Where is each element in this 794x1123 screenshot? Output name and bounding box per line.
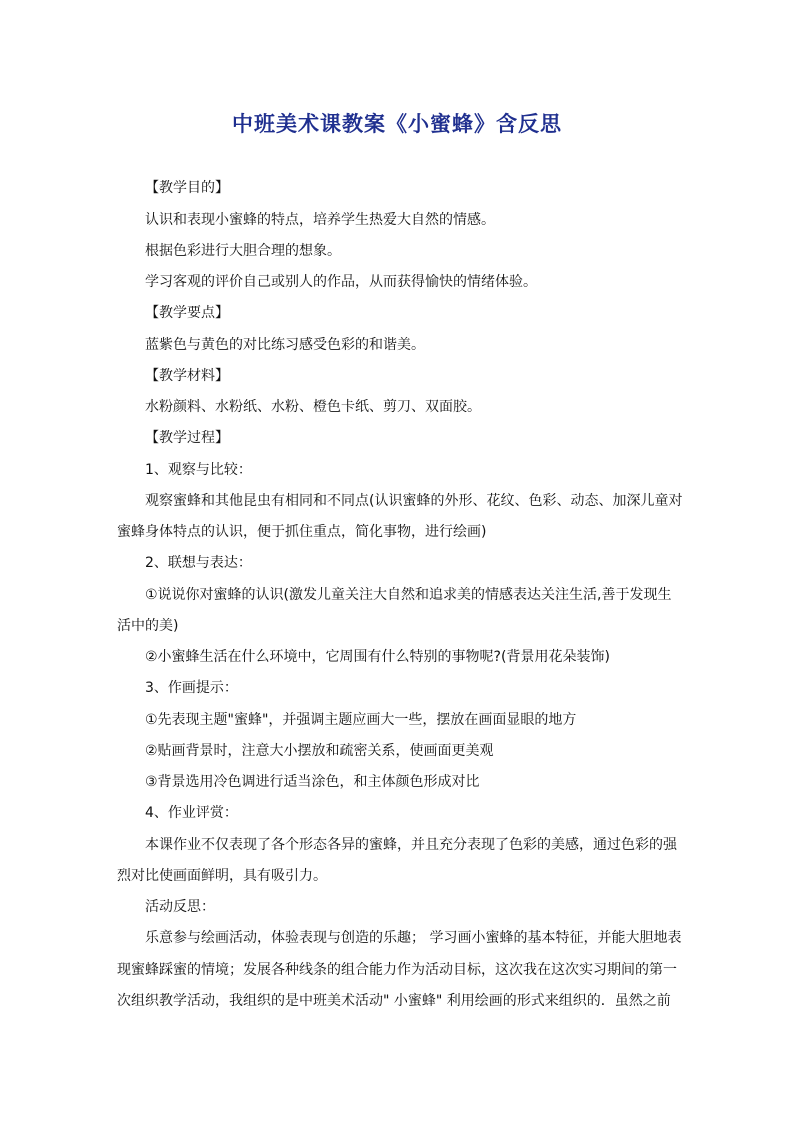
section-heading-process: 【教学过程】 <box>145 430 229 446</box>
section-heading-goals: 【教学目的】 <box>145 180 229 196</box>
paragraph: 根据色彩进行大胆合理的想象。 <box>145 243 341 259</box>
paragraph-continuation: 现蜜蜂踩蜜的情境；发展各种线条的组合能力作为活动目标，这次我在这次实习期间的第一 <box>117 962 677 978</box>
paragraph: 蓝紫色与黄色的对比练习感受色彩的和谐美。 <box>145 337 425 353</box>
paragraph: ①说说你对蜜蜂的认识(激发儿童关注大自然和追求美的情感表达关注生活,善于发现生 <box>145 587 672 603</box>
section-heading-key-points: 【教学要点】 <box>145 305 229 321</box>
paragraph-continuation: 次组织教学活动，我组织的是中班美术活动" 小蜜蜂" 利用绘画的形式来组织的．虽然之前 <box>117 993 671 1009</box>
section-heading-materials: 【教学材料】 <box>145 368 229 384</box>
step-heading: 4、作业评赏： <box>145 805 238 821</box>
step-heading: 3、作画提示： <box>145 680 238 696</box>
paragraph: 本课作业不仅表现了各个形态各异的蜜蜂，并且充分表现了色彩的美感，通过色彩的强 <box>145 837 677 853</box>
paragraph: 乐意参与绘画活动，体验表现与创造的乐趣； 学习画小蜜蜂的基本特征，并能大胆地表 <box>145 930 682 946</box>
paragraph-continuation: 烈对比使画面鲜明，具有吸引力。 <box>117 868 327 884</box>
paragraph: 水粉颜料、水粉纸、水粉、橙色卡纸、剪刀、双面胶。 <box>145 399 481 415</box>
section-heading-reflection: 活动反思： <box>145 899 215 915</box>
paragraph: ②贴画背景时，注意大小摆放和疏密关系，使画面更美观 <box>145 743 494 759</box>
paragraph: ②小蜜蜂生活在什么环境中，它周围有什么特别的事物呢?(背景用花朵装饰) <box>145 649 610 665</box>
paragraph: ③背景选用冷色调进行适当涂色，和主体颜色形成对比 <box>145 774 480 790</box>
step-heading: 2、联想与表达： <box>145 555 252 571</box>
paragraph-continuation: 活中的美) <box>117 618 179 634</box>
paragraph-continuation: 蜜蜂身体特点的认识，便于抓住重点，简化事物，进行绘画) <box>117 524 487 540</box>
paragraph: 观察蜜蜂和其他昆虫有相同和不同点(认识蜜蜂的外形、花纹、色彩、动态、加深儿童对 <box>145 493 683 509</box>
document-title: 中班美术课教案《小蜜蜂》含反思 <box>232 111 562 136</box>
paragraph: 认识和表现小蜜蜂的特点，培养学生热爱大自然的情感。 <box>145 212 495 228</box>
paragraph: 学习客观的评价自己或别人的作品，从而获得愉快的情绪体验。 <box>145 274 537 290</box>
step-heading: 1、观察与比较： <box>145 462 252 478</box>
paragraph: ①先表现主题"蜜蜂"，并强调主题应画大一些，摆放在画面显眼的地方 <box>145 712 577 728</box>
